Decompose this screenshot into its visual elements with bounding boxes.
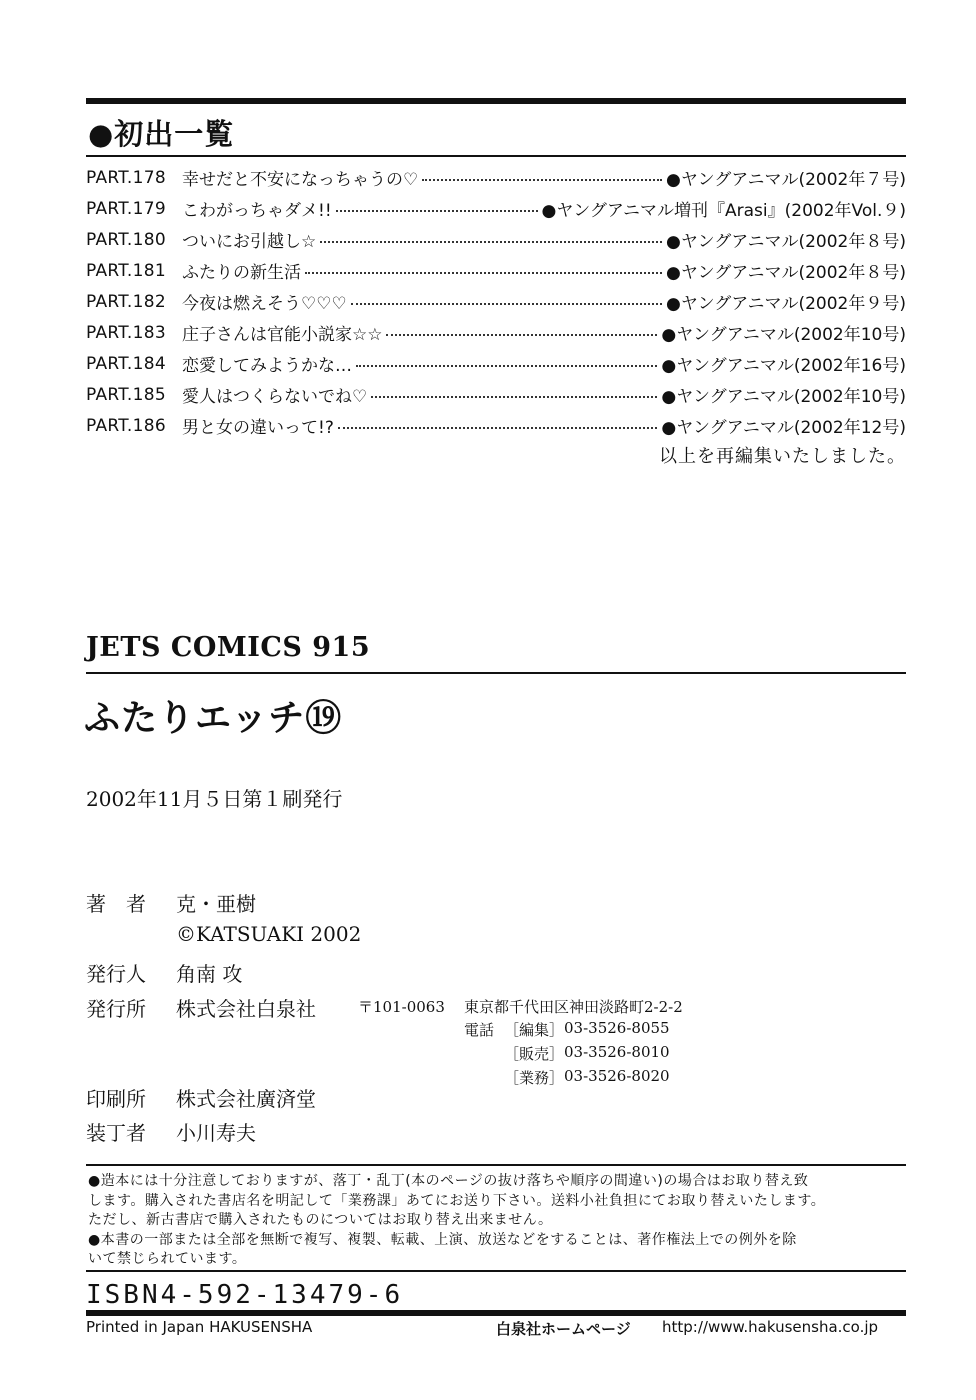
part-source: ●ヤングアニマル(2002年９号)	[665, 294, 906, 314]
publication-date: 2002年11月５日第１刷発行	[86, 787, 343, 811]
phone-dept: ［業務］	[504, 1069, 565, 1087]
author-name: 克・亜樹	[176, 892, 256, 916]
notice-text	[88, 1172, 908, 1270]
list-item	[86, 379, 906, 410]
notice-bottom-rule	[86, 1270, 906, 1272]
first-appearance-heading: ●初出一覧	[88, 117, 235, 151]
publisher-person-label: 発行人	[86, 962, 146, 986]
dot-leader	[356, 365, 657, 367]
part-title: 幸せだと不安になっちゃうの♡	[182, 170, 419, 190]
footer-thick-rule	[86, 1310, 906, 1316]
notice-line: ●本書の一部または全部を無断で複写、複製、転載、上演、放送などをすることは、著作権法上での例外を除	[88, 1231, 797, 1248]
notice-line: ただし、新古書店で購入されたものについてはお取り替え出来ません。	[88, 1212, 553, 1228]
phone-number: 03-3526-8010	[564, 1043, 670, 1061]
phone-dept: ［編集］	[504, 1021, 565, 1039]
part-title: 愛人はつくらないでね♡	[182, 387, 368, 407]
book-title: ふたりエッチ⑲	[84, 698, 343, 739]
series-name: JETS COMICS 915	[86, 632, 371, 663]
publisher-name: 株式会社白泉社	[176, 997, 316, 1021]
heading-underline	[86, 155, 906, 157]
part-source: ●ヤングアニマル(2002年８号)	[665, 263, 906, 283]
phone-number: 03-3526-8055	[564, 1019, 670, 1037]
list-item	[86, 286, 906, 317]
part-title: こわがっちゃダメ!!	[182, 201, 332, 221]
parts-list	[86, 162, 906, 441]
list-item	[86, 162, 906, 193]
part-title: 庄子さんは官能小説家☆☆	[182, 325, 383, 345]
part-number: PART.178	[86, 167, 166, 188]
part-source: ●ヤングアニマル(2002年12号)	[661, 418, 906, 438]
top-thick-rule	[86, 98, 906, 104]
list-item	[86, 193, 906, 224]
dot-leader	[351, 303, 662, 305]
dot-leader	[305, 272, 662, 274]
dot-leader	[320, 241, 662, 243]
part-number: PART.186	[86, 415, 166, 436]
list-item	[86, 317, 906, 348]
part-number: PART.181	[86, 260, 166, 281]
notice-line: します。購入された書店名を明記して「業務課」あてにお送り下さい。送料小社負担にてお取り替えいたします。	[88, 1192, 826, 1209]
notice-top-rule	[86, 1164, 906, 1166]
designer-label: 装丁者	[86, 1121, 146, 1145]
part-source: ●ヤングアニマル増刊『Arasi』(2002年Vol.９)	[541, 201, 906, 221]
author-label: 著 者	[86, 892, 146, 916]
part-title: 恋愛してみようかな…	[182, 356, 352, 376]
closing-note: 以上を再編集いたしました。	[659, 446, 906, 467]
phone-dept: ［販売］	[504, 1045, 565, 1063]
publisher-label: 発行所	[86, 997, 146, 1021]
part-number: PART.184	[86, 353, 166, 374]
dot-leader	[371, 396, 657, 398]
phone-number: 03-3526-8020	[564, 1067, 670, 1085]
part-source: ●ヤングアニマル(2002年16号)	[661, 356, 906, 376]
part-title: 男と女の違いって!?	[182, 418, 334, 438]
series-rule	[86, 672, 906, 674]
part-number: PART.182	[86, 291, 166, 312]
part-source: ●ヤングアニマル(2002年８号)	[665, 232, 906, 252]
printed-in: Printed in Japan HAKUSENSHA	[86, 1318, 313, 1336]
notice-line: いて禁じられています。	[88, 1251, 247, 1267]
part-source: ●ヤングアニマル(2002年７号)	[665, 170, 906, 190]
isbn-code: ISBN4-592-13479-6	[86, 1280, 404, 1310]
dot-leader	[422, 179, 662, 181]
notice-line: ●造本には十分注意しておりますが、落丁・乱丁(本のページの抜け落ちや順序の間違い)の場合はお取り替え致	[88, 1173, 809, 1189]
part-title: 今夜は燃えそう♡♡♡	[182, 294, 347, 314]
part-title: ついにお引越し☆	[182, 232, 317, 252]
part-source: ●ヤングアニマル(2002年10号)	[661, 387, 906, 407]
address: 東京都千代田区神田淡路町2-2-2	[464, 998, 683, 1016]
list-item	[86, 410, 906, 441]
postal-code: 〒101-0063	[358, 998, 445, 1016]
dot-leader	[386, 334, 657, 336]
part-title: ふたりの新生活	[182, 263, 301, 283]
printer-label: 印刷所	[86, 1087, 146, 1111]
copyright: ©KATSUAKI 2002	[176, 922, 362, 946]
part-number: PART.180	[86, 229, 166, 250]
phone-label: 電話	[464, 1021, 495, 1039]
part-source: ●ヤングアニマル(2002年10号)	[661, 325, 906, 345]
part-number: PART.185	[86, 384, 166, 405]
printer-name: 株式会社廣済堂	[176, 1087, 316, 1111]
part-number: PART.183	[86, 322, 166, 343]
homepage-label: 白泉社ホームページ	[496, 1320, 631, 1338]
homepage-url: http://www.hakusensha.co.jp	[662, 1318, 879, 1336]
list-item	[86, 348, 906, 379]
designer-name: 小川寿夫	[176, 1121, 256, 1145]
list-item	[86, 224, 906, 255]
part-number: PART.179	[86, 198, 166, 219]
dot-leader	[336, 210, 538, 212]
publisher-person: 角南 攻	[176, 962, 243, 986]
list-item	[86, 255, 906, 286]
dot-leader	[338, 427, 658, 429]
